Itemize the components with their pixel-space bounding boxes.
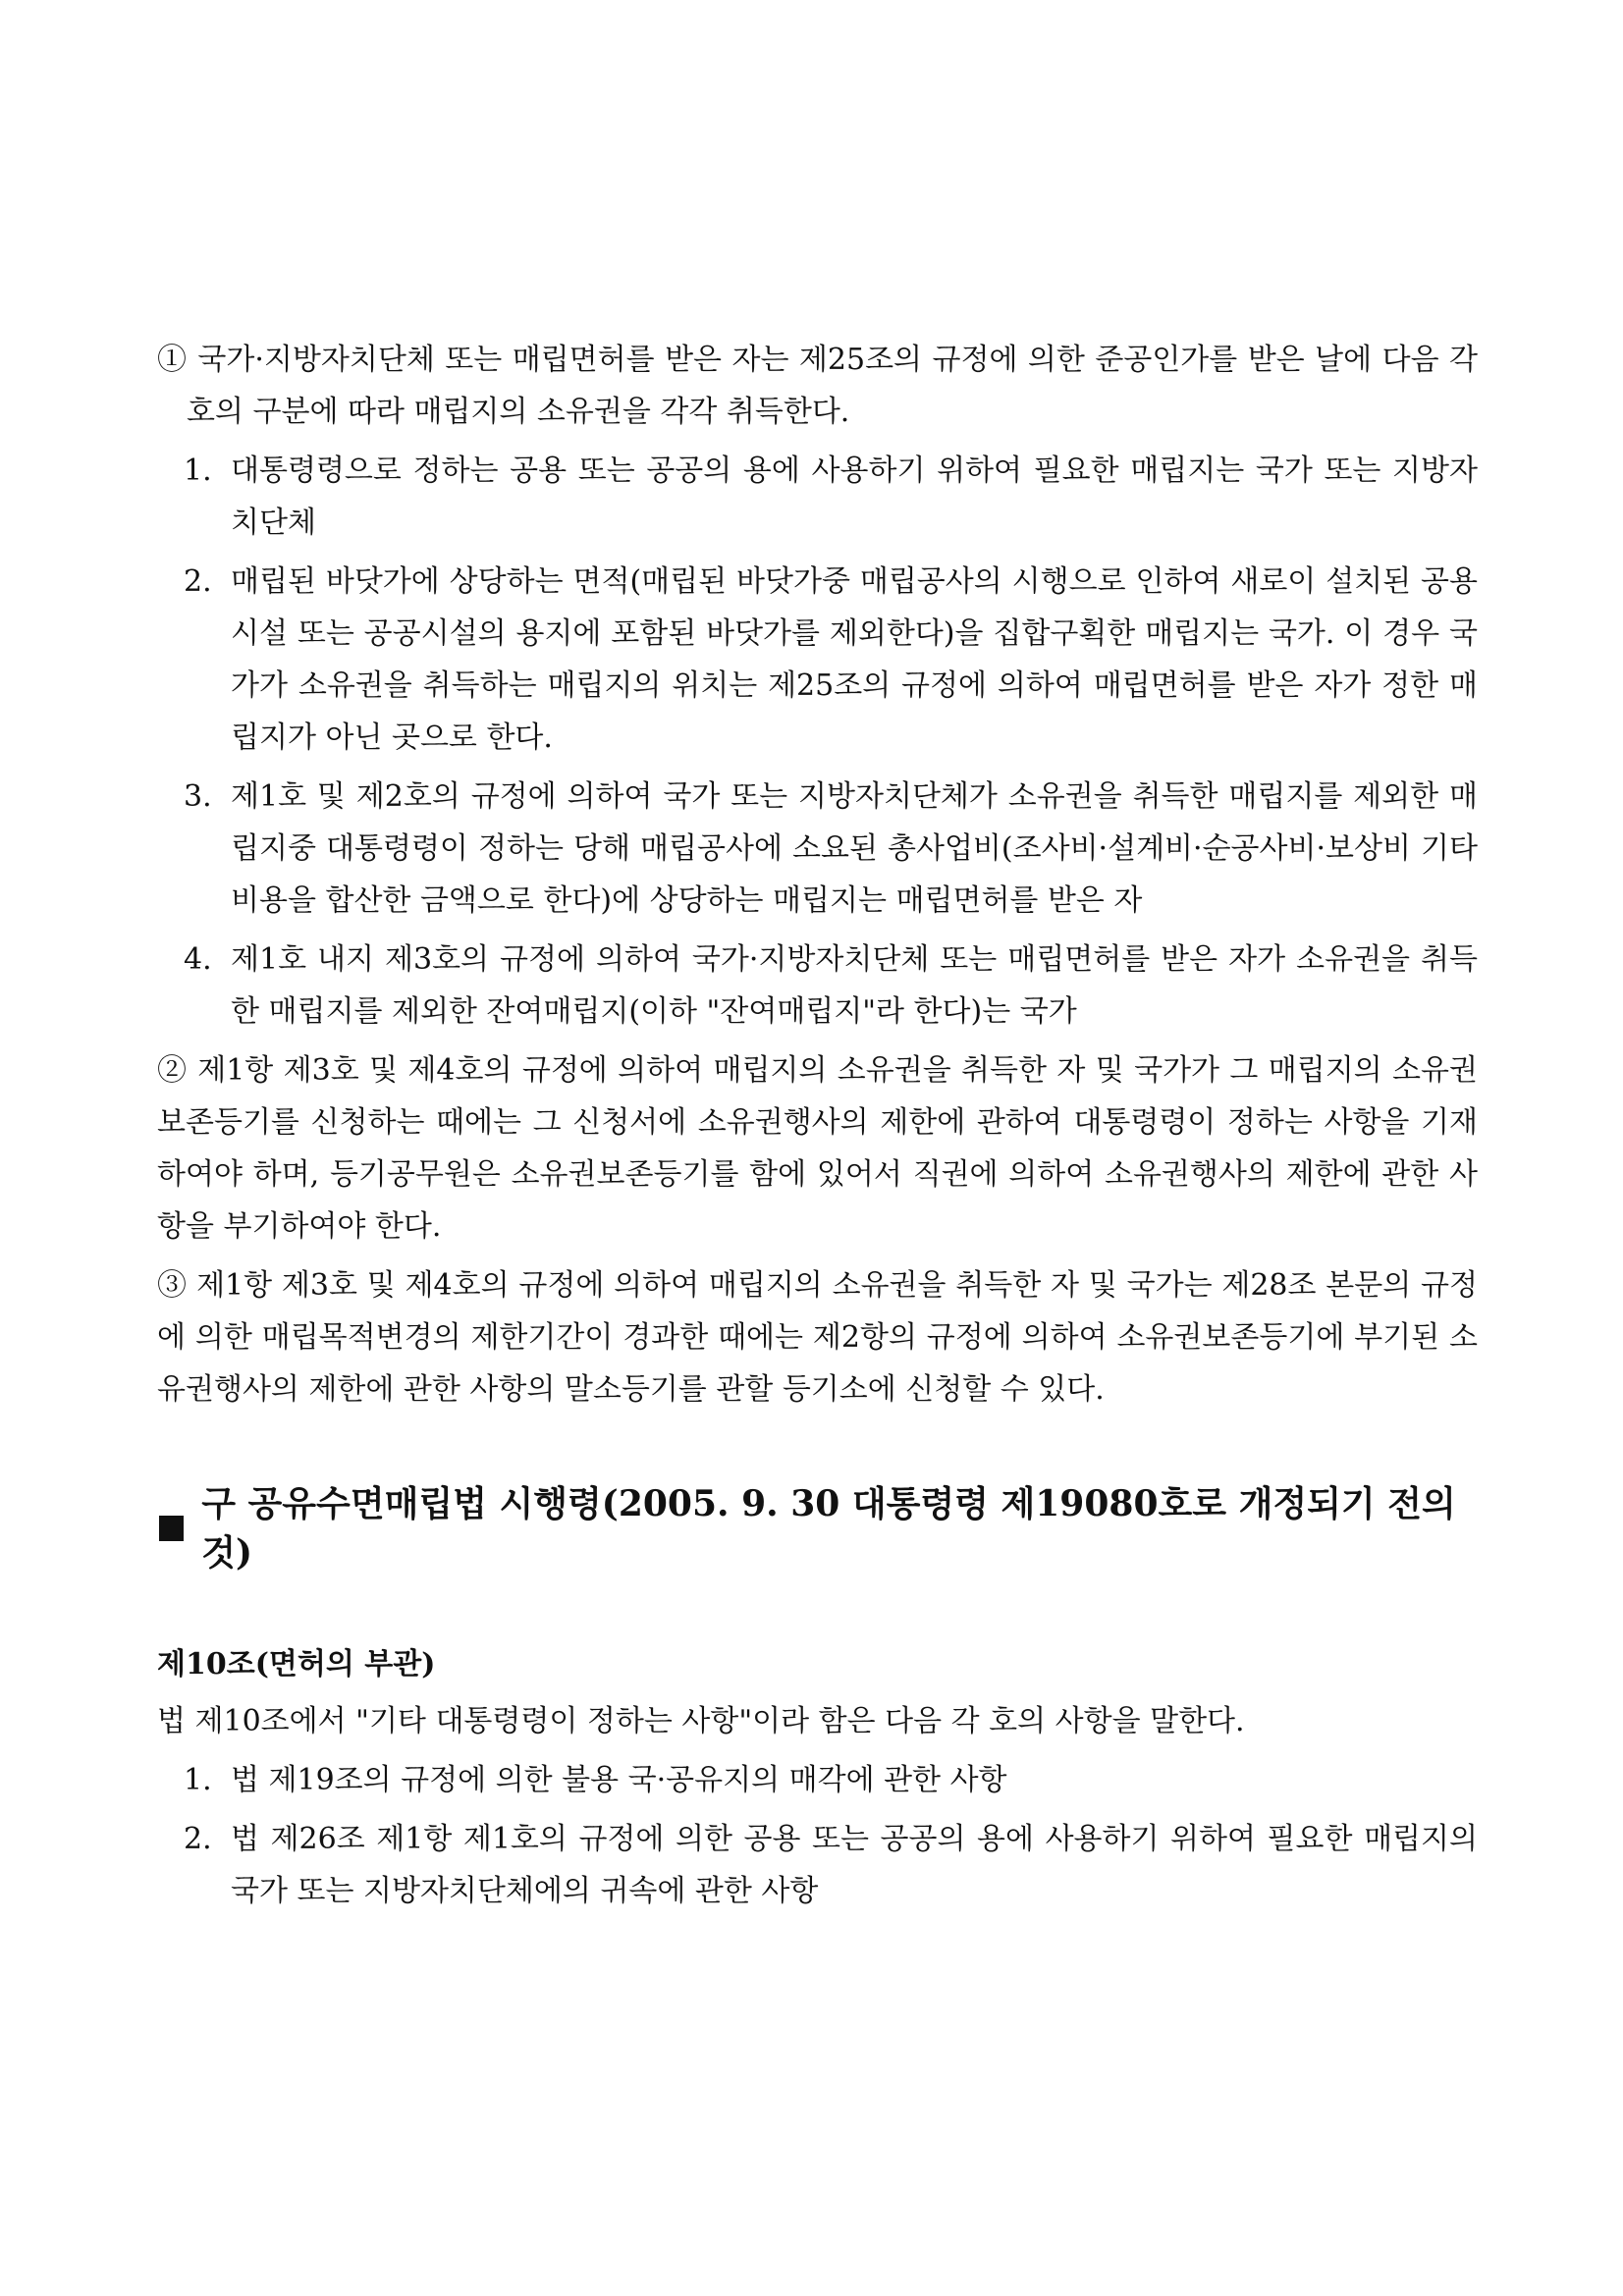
list-item — [157, 445, 1478, 549]
paragraph-text: 국가·지방자치단체 또는 매립면허를 받은 자는 제25조의 규정에 의한 준공인가를 받은 날에 다음 각호의 구분에 따라 매립지의 소유권을 각각 취득한다. — [187, 343, 1478, 429]
item-number: 1. — [184, 1763, 212, 1797]
paragraph-3 — [157, 1259, 1478, 1415]
paragraph-text: 제1항 제3호 및 제4호의 규정에 의하여 매립지의 소유권을 취득한 자 및 국가는 제28조 본문의 규정에 의한 매립목적변경의 제한기간이 경과한 때에는 제2항의 규정에 의하여 소유권보존등기에 부기된 소유권행사의 제한에 관한 사항의 말소등기를 관할 등기소에 신청할 수 있다. — [157, 1268, 1478, 1407]
square-bullet-icon — [159, 1516, 184, 1541]
list-item — [157, 556, 1478, 764]
item-text: 매립된 바닷가에 상당하는 면적(매립된 바닷가중 매립공사의 시행으로 인하여 새로이 설치된 공용시설 또는 공공시설의 용지에 포함된 바닷가를 제외한다)을 집합구획한 매립지는 국가. 이 경우 국가가 소유권을 취득하는 매립지의 위치는 제25조의 규정에 의하여 매립면허를 받은 자가 정한 매립지가 아닌 곳으로 한다. — [231, 564, 1478, 755]
paragraph-marker: ② — [157, 1053, 188, 1088]
paragraph-1 — [157, 334, 1478, 438]
section-heading-text: 구 공유수면매립법 시행령(2005. 9. 30 대통령령 제19080호로 개정되기 전의 것) — [201, 1483, 1456, 1574]
paragraph-marker: ③ — [157, 1268, 188, 1303]
item-number: 3. — [184, 779, 212, 814]
item-number: 1. — [184, 454, 212, 488]
list-item — [157, 934, 1478, 1038]
list-item — [157, 1754, 1478, 1806]
list-item — [157, 771, 1478, 927]
item-text: 법 제19조의 규정에 의한 불용 국·공유지의 매각에 관한 사항 — [231, 1763, 1007, 1797]
item-text: 제1호 및 제2호의 규정에 의하여 국가 또는 지방자치단체가 소유권을 취득한 매립지를 제외한 매립지중 대통령령이 정하는 당해 매립공사에 소요된 총사업비(조사비·설계비·순공사비·보상비 기타 비용을 합산한 금액으로 한다)에 상당하는 매립지는 매립면허를 받은 자 — [231, 779, 1478, 918]
document-page — [157, 334, 1478, 1924]
item-text: 제1호 내지 제3호의 규정에 의하여 국가·지방자치단체 또는 매립면허를 받은 자가 소유권을 취득한 매립지를 제외한 잔여매립지(이하 "잔여매립지"라 한다)는 국가 — [231, 942, 1478, 1029]
item-text: 법 제26조 제1항 제1호의 규정에 의한 공용 또는 공공의 용에 사용하기 위하여 필요한 매립지의 국가 또는 지방자치단체에의 귀속에 관한 사항 — [231, 1822, 1478, 1908]
item-text: 대통령령으로 정하는 공용 또는 공공의 용에 사용하기 위하여 필요한 매립지는 국가 또는 지방자치단체 — [231, 454, 1478, 540]
item-number: 2. — [184, 1822, 212, 1856]
section-heading — [157, 1479, 1478, 1577]
article-title: 제10조(면허의 부관) — [157, 1647, 436, 1682]
paragraph-marker: ① — [157, 343, 188, 377]
paragraph-2 — [157, 1044, 1478, 1253]
item-number: 2. — [184, 564, 212, 599]
article-intro: 법 제10조에서 "기타 대통령령이 정하는 사항"이라 함은 다음 각 호의 사항을 말한다. — [157, 1704, 1245, 1738]
paragraph-text: 제1항 제3호 및 제4호의 규정에 의하여 매립지의 소유권을 취득한 자 및 국가가 그 매립지의 소유권보존등기를 신청하는 때에는 그 신청서에 소유권행사의 제한에 관하여 대통령령이 정하는 사항을 기재하여야 하며, 등기공무원은 소유권보존등기를 함에 있어서 직권에 의하여 소유권행사의 제한에 관한 사항을 부기하여야 한다. — [157, 1053, 1478, 1244]
list-item — [157, 1813, 1478, 1917]
item-number: 4. — [184, 942, 212, 977]
